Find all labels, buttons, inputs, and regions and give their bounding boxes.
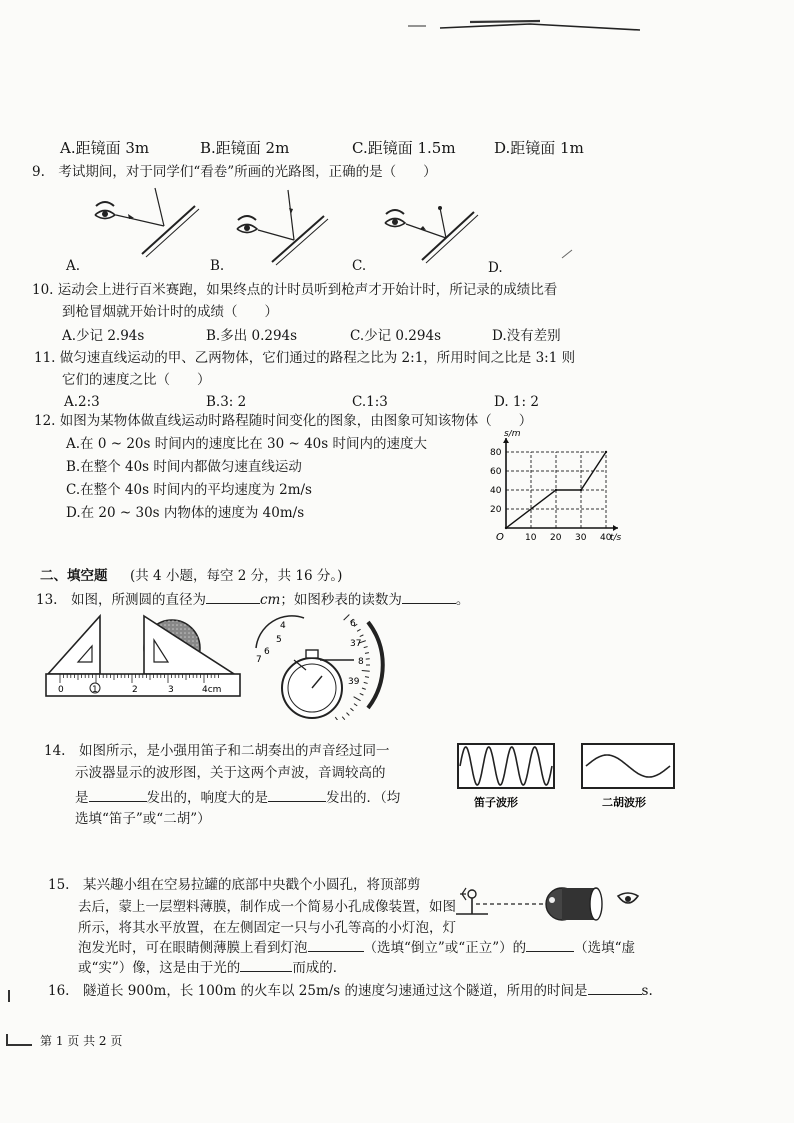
q9-diagram-b <box>237 190 328 265</box>
flute-wave-label: 笛子波形 <box>474 796 518 809</box>
q16-unit: s. <box>641 983 653 999</box>
q14-line1: 14. 如图所示，是小强用笛子和二胡奏出的声音经过同一 <box>44 743 390 759</box>
x-tick-label-40: 40 <box>600 533 612 543</box>
q8-option-c[interactable]: C.距镜面 1.5m <box>352 139 456 157</box>
q8-option-b[interactable]: B.距镜面 2m <box>200 139 290 157</box>
q13-stopwatch-blank[interactable] <box>402 590 456 604</box>
q9-option-c[interactable]: C. <box>352 258 367 274</box>
q13-unit: cm <box>259 592 281 608</box>
q15-line3: 所示，将其水平放置，在左侧固定一只与小孔等高的小灯泡，灯 <box>78 920 456 936</box>
stopwatch-small-5: 5 <box>276 635 282 645</box>
q12-stem: 12. 如图为某物体做直线运动时路程随时间变化的图象，由图象可知该物体（ ） <box>34 413 533 429</box>
q14-line2: 示波器显示的波形图，关于这两个声波，音调较高的 <box>75 765 386 781</box>
ruler-label-3: 3 <box>168 685 174 695</box>
q11-option-d[interactable]: D. 1: 2 <box>494 394 539 410</box>
footer-corner-mark <box>6 1034 32 1046</box>
q9-stem: 9. 考试期间，对于同学们“看卷”所画的光路图，正确的是（ ） <box>32 164 437 180</box>
stopwatch-small-6: 6 <box>264 647 270 657</box>
q15-principle-blank[interactable] <box>240 958 292 972</box>
q12-option-a[interactable]: A.在 0 ~ 20s 时间内的速度比在 30 ~ 40s 时间内的速度大 <box>66 436 427 452</box>
pinhole-camera-diagram <box>452 880 648 930</box>
stopwatch-small-7: 7 <box>256 655 262 665</box>
q13-text <box>36 590 469 609</box>
section-2-note: (共 4 小题，每空 2 分，共 16 分。) <box>130 568 343 584</box>
q14-line3 <box>75 788 400 807</box>
q11-option-b[interactable]: B.3: 2 <box>206 394 247 410</box>
q15-line4-c: （选填“虚 <box>574 940 636 956</box>
erhu-wave-label: 二胡波形 <box>602 796 646 809</box>
q13-diameter-blank[interactable] <box>206 590 260 604</box>
q15-image-type-blank[interactable] <box>526 938 574 952</box>
stopwatch-big-8: 8 <box>358 657 364 667</box>
q11-stem-line2: 它们的速度之比（ ） <box>62 372 211 388</box>
q9-diagram-a <box>95 188 199 257</box>
q12-option-c[interactable]: C.在整个 40s 时间内的平均速度为 2m/s <box>66 482 312 498</box>
q15-line5-a: 或“实”）像，这是由于光的 <box>78 960 241 976</box>
q11-option-c[interactable]: C.1:3 <box>352 394 388 410</box>
stopwatch-diagram <box>250 614 390 720</box>
stopwatch-small-4: 4 <box>280 621 286 631</box>
q14-loudness-blank[interactable] <box>268 788 326 802</box>
q15-line5-b: 而成的． <box>292 960 347 976</box>
q10-option-c[interactable]: C.少记 0.294s <box>350 328 442 344</box>
q9-diagram-c <box>385 206 478 263</box>
ruler-label-1: 1 <box>92 685 98 695</box>
q12-option-b[interactable]: B.在整个 40s 时间内都做匀速直线运动 <box>66 459 302 475</box>
series-point-0 <box>505 527 507 529</box>
q9-option-d[interactable]: D. <box>488 260 503 276</box>
q15-line4-b: （选填“倒立”或“正立”）的 <box>363 940 527 956</box>
x-tick-label-20: 20 <box>550 533 562 543</box>
q13-part1: 13. 如图，所测圆的直径为 <box>36 592 206 608</box>
q10-option-a[interactable]: A.少记 2.94s <box>62 328 145 344</box>
y-axis-label: s/m <box>504 430 521 439</box>
series-point-1 <box>555 489 557 491</box>
q16-text <box>48 981 653 1000</box>
q16-time-blank[interactable] <box>588 981 642 995</box>
y-tick-label-40: 40 <box>490 486 502 496</box>
q14-line3-c: 发出的．（均 <box>326 790 401 806</box>
ruler-label-2: 2 <box>132 685 138 695</box>
stopwatch-big-37: 37 <box>350 639 362 649</box>
ruler-label-0: 0 <box>58 685 64 695</box>
stopwatch-big-6: 6 <box>350 619 356 629</box>
scan-smudge <box>400 16 650 40</box>
q15-orientation-blank[interactable] <box>308 938 364 952</box>
margin-mark <box>8 990 10 1002</box>
x-tick-label-30: 30 <box>575 533 587 543</box>
q15-line4-a: 泡发光时，可在眼睛侧薄膜上看到灯泡 <box>78 940 308 956</box>
q13-part2: ；如图秒表的读数为 <box>280 592 402 608</box>
footer-page-label: 第 1 页 共 2 页 <box>40 1034 123 1048</box>
q12-option-d[interactable]: D.在 20 ~ 30s 内物体的速度为 40m/s <box>66 505 305 521</box>
x-tick-label-10: 10 <box>525 533 537 543</box>
ruler-diagram <box>44 612 244 704</box>
q16-stem: 16. 隧道长 900m，长 100m 的火车以 25m/s 的速度匀速通过这个隧道，所用的时间是 <box>48 983 588 999</box>
origin-label: O <box>496 532 504 543</box>
q14-pitch-blank[interactable] <box>89 788 147 802</box>
q14-line4: 选填“笛子”或“二胡”） <box>75 811 211 827</box>
q11-stem-line1: 11. 做匀速直线运动的甲、乙两物体，它们通过的路程之比为 2:1，所用时间之比是 3:1 则 <box>34 350 576 366</box>
y-tick-label-60: 60 <box>490 467 502 477</box>
q10-option-b[interactable]: B.多出 0.294s <box>206 328 298 344</box>
q15-line2: 去后，蒙上一层塑料薄膜，制作成一个简易小孔成像装置，如图 <box>78 899 456 915</box>
st-graph <box>480 430 630 550</box>
q13-end: 。 <box>455 592 470 608</box>
q9-option-b[interactable]: B. <box>210 258 225 274</box>
q9-option-a[interactable]: A. <box>66 258 81 274</box>
stopwatch-big-39: 39 <box>348 677 360 687</box>
q14-line3-a: 是 <box>75 790 89 806</box>
section-2-heading: 二、填空题 <box>40 568 108 584</box>
q8-option-a[interactable]: A.距镜面 3m <box>60 139 150 157</box>
q8-option-d[interactable]: D.距镜面 1m <box>494 139 584 157</box>
y-tick-label-80: 80 <box>490 448 502 458</box>
q10-option-d[interactable]: D.没有差别 <box>492 328 561 344</box>
q10-stem-line2: 到枪冒烟就开始计时的成绩（ ） <box>62 304 278 320</box>
ruler-label-4: 4cm <box>202 685 222 695</box>
q11-option-a[interactable]: A.2:3 <box>64 394 100 410</box>
x-axis-label: t/s <box>610 533 622 543</box>
y-tick-label-20: 20 <box>490 505 502 515</box>
q14-line3-b: 发出的，响度大的是 <box>146 790 268 806</box>
q15-line5 <box>78 958 346 977</box>
q15-line1: 15. 某兴趣小组在空易拉罐的底部中央戳个小圆孔，将顶部剪 <box>48 877 421 893</box>
series-point-2 <box>580 489 582 491</box>
q10-stem-line1: 10. 运动会上进行百米赛跑，如果终点的计时员听到枪声才开始计时，所记录的成绩比看 <box>32 282 558 298</box>
waveform-diagrams <box>452 738 682 810</box>
x-axis-arrow <box>613 525 618 531</box>
q15-line4 <box>78 938 635 957</box>
series-point-3 <box>605 451 607 453</box>
